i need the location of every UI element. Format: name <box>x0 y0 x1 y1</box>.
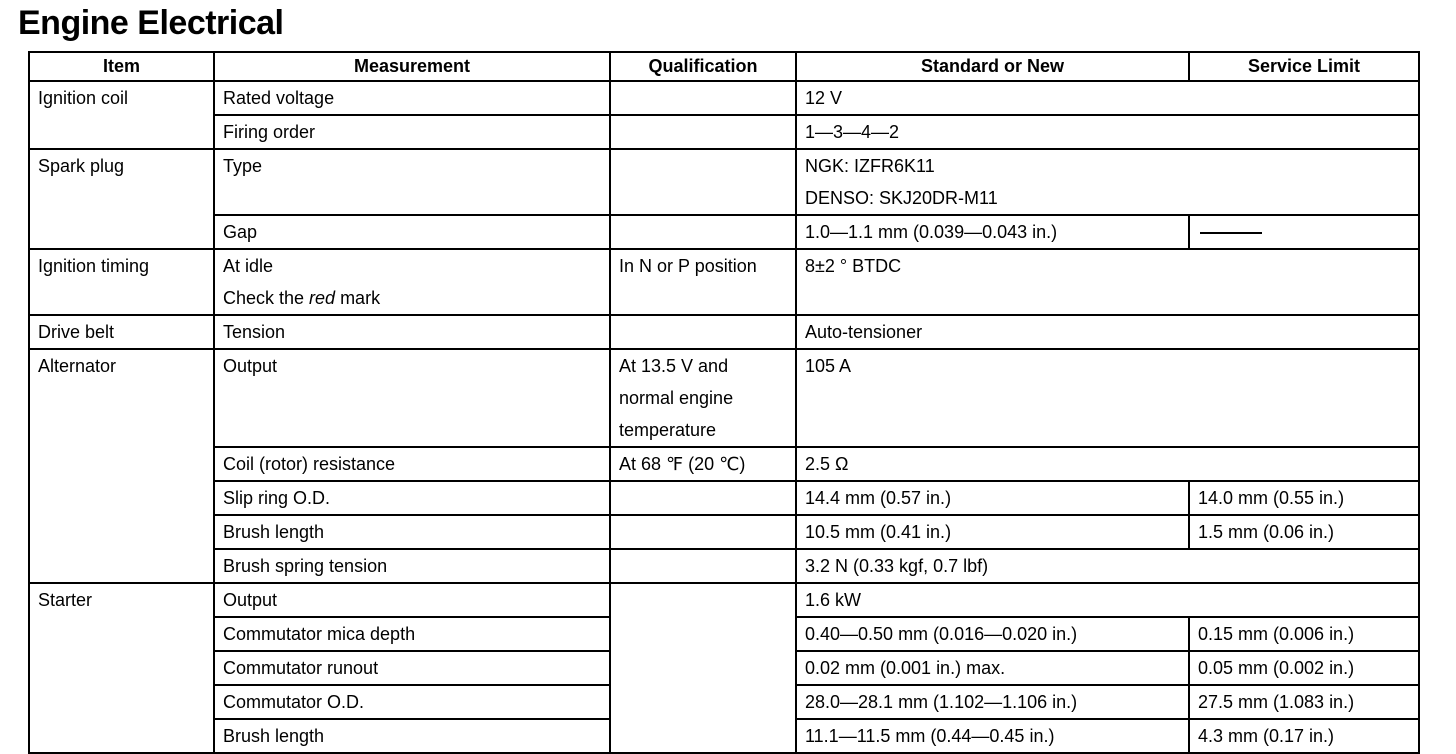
table-row <box>29 149 1419 215</box>
qualification-line: temperature <box>619 420 717 440</box>
qualification-line: At 13.5 V and <box>619 356 729 376</box>
standard-cell: 105 A <box>796 349 1419 447</box>
service-limit-cell: 14.0 mm (0.55 in.) <box>1189 481 1419 515</box>
qualification-cell <box>610 583 796 753</box>
standard-cell: 14.4 mm (0.57 in.) <box>796 481 1189 515</box>
qualification-cell <box>610 215 796 249</box>
qualification-cell <box>610 549 796 583</box>
measurement-line <box>223 282 601 314</box>
item-cell: Starter <box>29 583 214 753</box>
table-row <box>29 549 1419 583</box>
qualification-line: normal engine <box>619 388 734 408</box>
table-row <box>29 215 1419 249</box>
table-row <box>29 315 1419 349</box>
standard-line: DENSO: SKJ20DR-M11 <box>805 188 998 208</box>
standard-cell: 8±2 ° BTDC <box>796 249 1419 315</box>
standard-cell: 28.0—28.1 mm (1.102—1.106 in.) <box>796 685 1189 719</box>
service-limit-cell: 27.5 mm (1.083 in.) <box>1189 685 1419 719</box>
qualification-cell <box>610 81 796 115</box>
header-measurement: Measurement <box>214 52 610 81</box>
page-title: Engine Electrical <box>18 4 284 42</box>
service-limit-cell: 0.05 mm (0.002 in.) <box>1189 651 1419 685</box>
measurement-cell: Firing order <box>214 115 610 149</box>
qualification-cell: At 68 ℉ (20 ℃) <box>610 447 796 481</box>
standard-cell: 1.6 kW <box>796 583 1419 617</box>
spec-table <box>28 51 1420 754</box>
standard-cell: 2.5 Ω <box>796 447 1419 481</box>
measurement-cell: Slip ring O.D. <box>214 481 610 515</box>
dash-mark <box>1200 232 1262 234</box>
measurement-cell: Commutator O.D. <box>214 685 610 719</box>
table-row <box>29 481 1419 515</box>
header-service-limit: Service Limit <box>1189 52 1419 81</box>
text-fragment: Check the <box>223 288 310 308</box>
standard-cell: 0.40—0.50 mm (0.016—0.020 in.) <box>796 617 1189 651</box>
qualification-cell: In N or P position <box>610 249 796 315</box>
standard-cell: 12 V <box>796 81 1419 115</box>
service-limit-cell: 1.5 mm (0.06 in.) <box>1189 515 1419 549</box>
measurement-cell: Gap <box>214 215 610 249</box>
qualification-cell <box>610 115 796 149</box>
service-limit-cell: 4.3 mm (0.17 in.) <box>1189 719 1419 753</box>
header-row <box>29 52 1419 81</box>
standard-cell: 1—3—4—2 <box>796 115 1419 149</box>
standard-cell: 10.5 mm (0.41 in.) <box>796 515 1189 549</box>
item-cell: Spark plug <box>29 149 214 249</box>
measurement-cell: Type <box>214 149 610 215</box>
table-row <box>29 349 1419 447</box>
measurement-cell: Commutator runout <box>214 651 610 685</box>
qualification-cell <box>610 481 796 515</box>
table-row <box>29 583 1419 617</box>
table-row <box>29 447 1419 481</box>
measurement-cell: Brush spring tension <box>214 549 610 583</box>
measurement-cell: Rated voltage <box>214 81 610 115</box>
qualification-cell <box>610 315 796 349</box>
table-row <box>29 81 1419 115</box>
qualification-cell <box>610 349 796 447</box>
measurement-cell: Output <box>214 583 610 617</box>
item-cell: Ignition timing <box>29 249 214 315</box>
standard-line: NGK: IZFR6K11 <box>805 156 935 176</box>
measurement-cell: Output <box>214 349 610 447</box>
standard-cell: 11.1—11.5 mm (0.44—0.45 in.) <box>796 719 1189 753</box>
measurement-cell: Brush length <box>214 515 610 549</box>
measurement-line: At idle <box>223 256 274 276</box>
item-cell: Alternator <box>29 349 214 583</box>
service-limit-cell <box>1189 215 1419 249</box>
table-row <box>29 115 1419 149</box>
table-row <box>29 515 1419 549</box>
header-qualification: Qualification <box>610 52 796 81</box>
text-fragment: mark <box>335 288 381 308</box>
measurement-cell: Tension <box>214 315 610 349</box>
standard-cell: 1.0—1.1 mm (0.039—0.043 in.) <box>796 215 1189 249</box>
measurement-cell <box>214 249 610 315</box>
standard-cell: 3.2 N (0.33 kgf, 0.7 lbf) <box>796 549 1419 583</box>
qualification-cell <box>610 149 796 215</box>
header-standard: Standard or New <box>796 52 1189 81</box>
item-cell: Drive belt <box>29 315 214 349</box>
red-word: red <box>309 288 336 308</box>
standard-cell: 0.02 mm (0.001 in.) max. <box>796 651 1189 685</box>
table-row <box>29 249 1419 315</box>
standard-cell <box>796 149 1419 215</box>
item-cell: Ignition coil <box>29 81 214 149</box>
standard-cell: Auto-tensioner <box>796 315 1419 349</box>
header-item: Item <box>29 52 214 81</box>
measurement-cell: Commutator mica depth <box>214 617 610 651</box>
service-limit-cell: 0.15 mm (0.006 in.) <box>1189 617 1419 651</box>
measurement-cell: Brush length <box>214 719 610 753</box>
measurement-cell: Coil (rotor) resistance <box>214 447 610 481</box>
qualification-cell <box>610 515 796 549</box>
